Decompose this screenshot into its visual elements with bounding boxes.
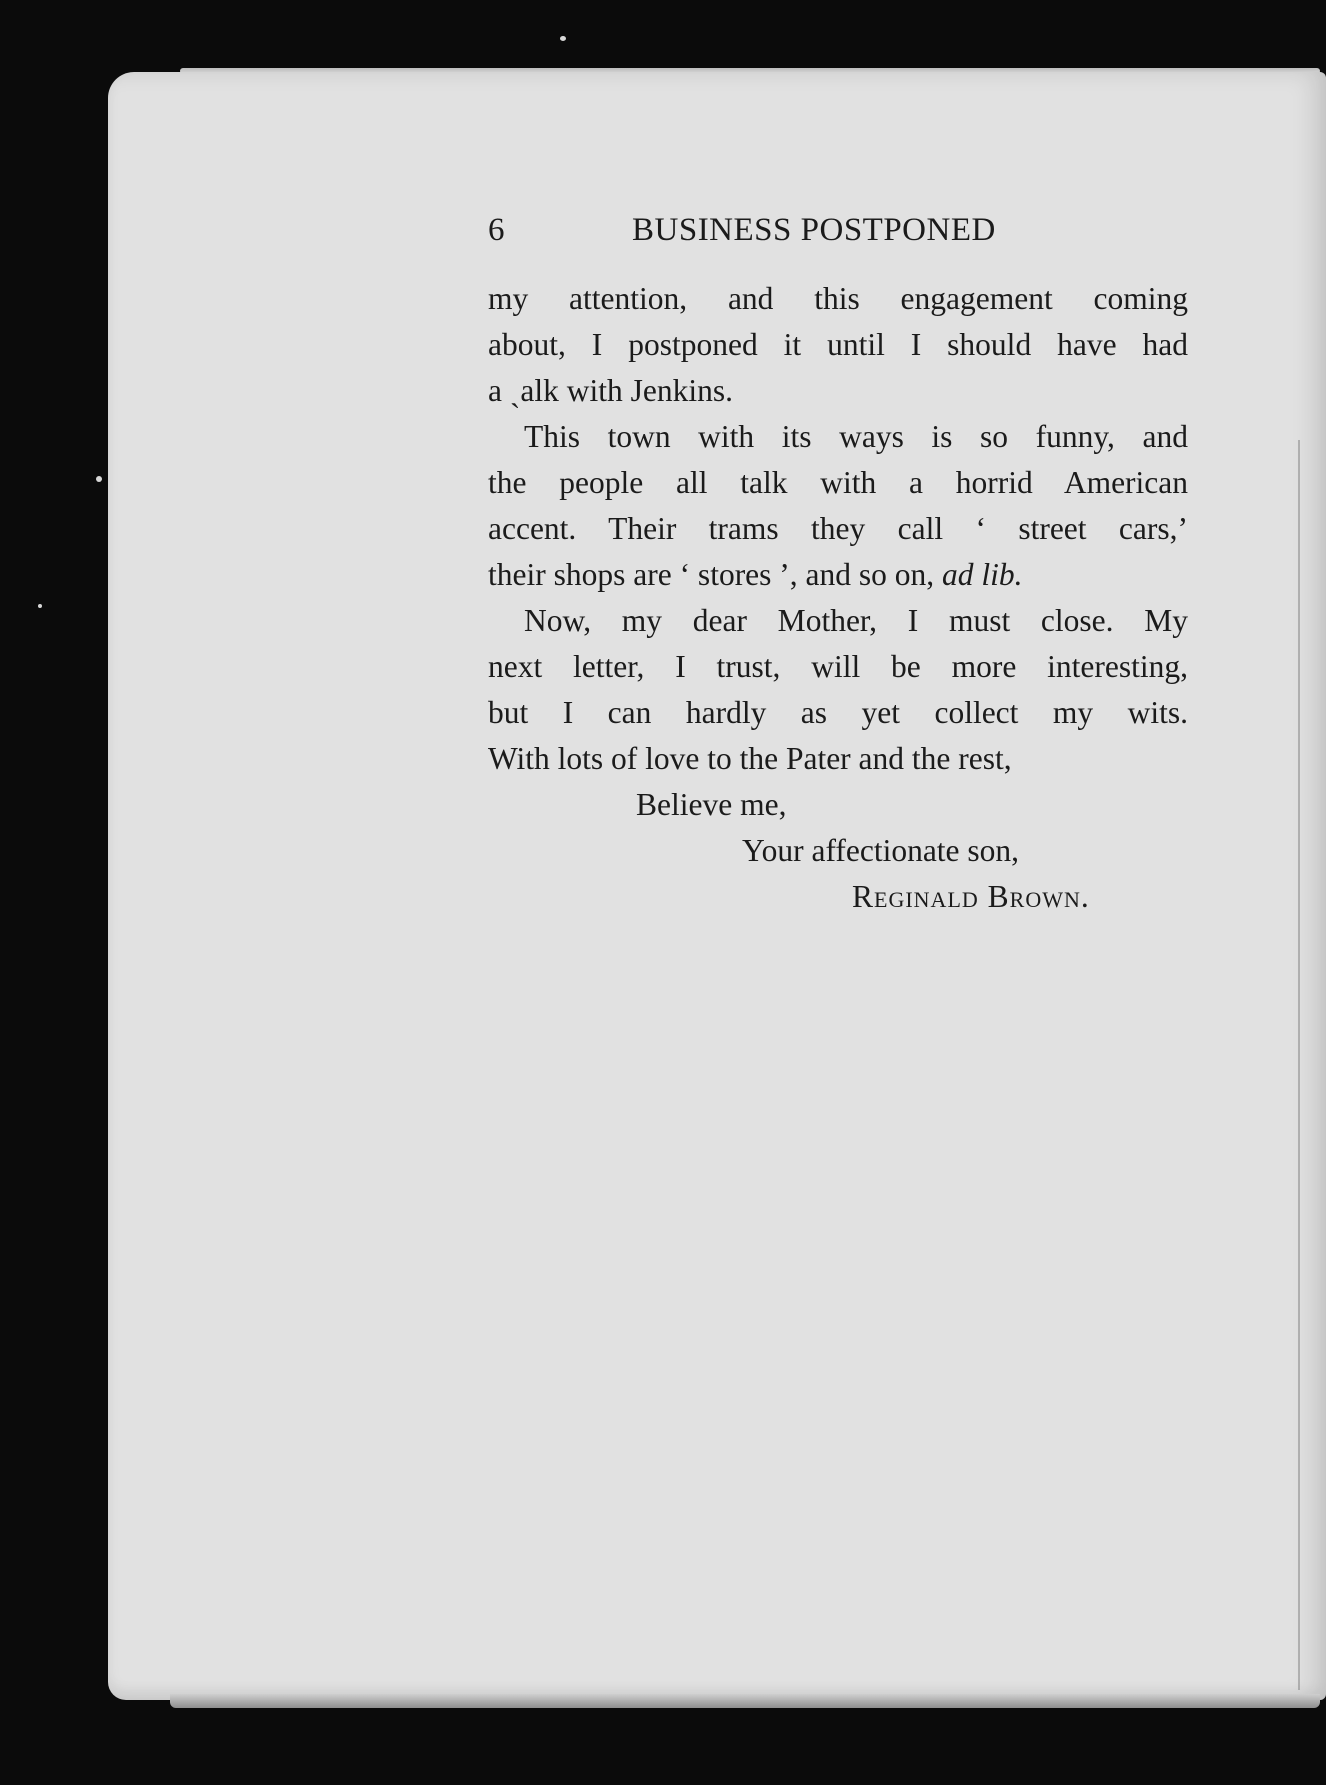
italic-phrase: ad lib. <box>942 557 1023 592</box>
dust-speck <box>560 36 566 41</box>
body-line <box>488 552 1188 598</box>
closing-sign-off: Your affectionate son, <box>742 833 1020 868</box>
body-line: Now, my dear Mother, I must close. My <box>524 603 1188 638</box>
running-head-title: BUSINESS POSTPONED <box>632 212 996 248</box>
dust-speck <box>96 476 102 482</box>
body-line: This town with its ways is so funny, and <box>524 419 1188 454</box>
page-bottom-edge <box>170 1694 1320 1708</box>
body-line-text: their shops are ‘ stores ’, and so on, <box>488 557 935 592</box>
body-line: next letter, I trust, will be more interesting, <box>488 649 1188 684</box>
body-line: accent. Their trams they call ‘ street cars,’ <box>488 511 1188 546</box>
dust-speck <box>38 604 42 608</box>
running-head <box>488 212 1188 268</box>
body-line: but I can hardly as yet collect my wits. <box>488 695 1188 730</box>
closing-salutation: Believe me, <box>636 787 787 822</box>
body-line: my attention, and this engagement coming <box>488 281 1188 316</box>
page-gutter-line <box>1298 440 1300 1690</box>
signature: Reginald Brown. <box>852 879 1090 914</box>
page-text <box>488 212 1188 920</box>
body-line: about, I postponed it until I should have had <box>488 327 1188 362</box>
page-number: 6 <box>488 212 505 248</box>
body-line: With lots of love to the Pater and the rest, <box>488 741 1012 776</box>
body-line: the people all talk with a horrid American <box>488 465 1188 500</box>
body-line: a ˎalk with Jenkins. <box>488 373 733 408</box>
